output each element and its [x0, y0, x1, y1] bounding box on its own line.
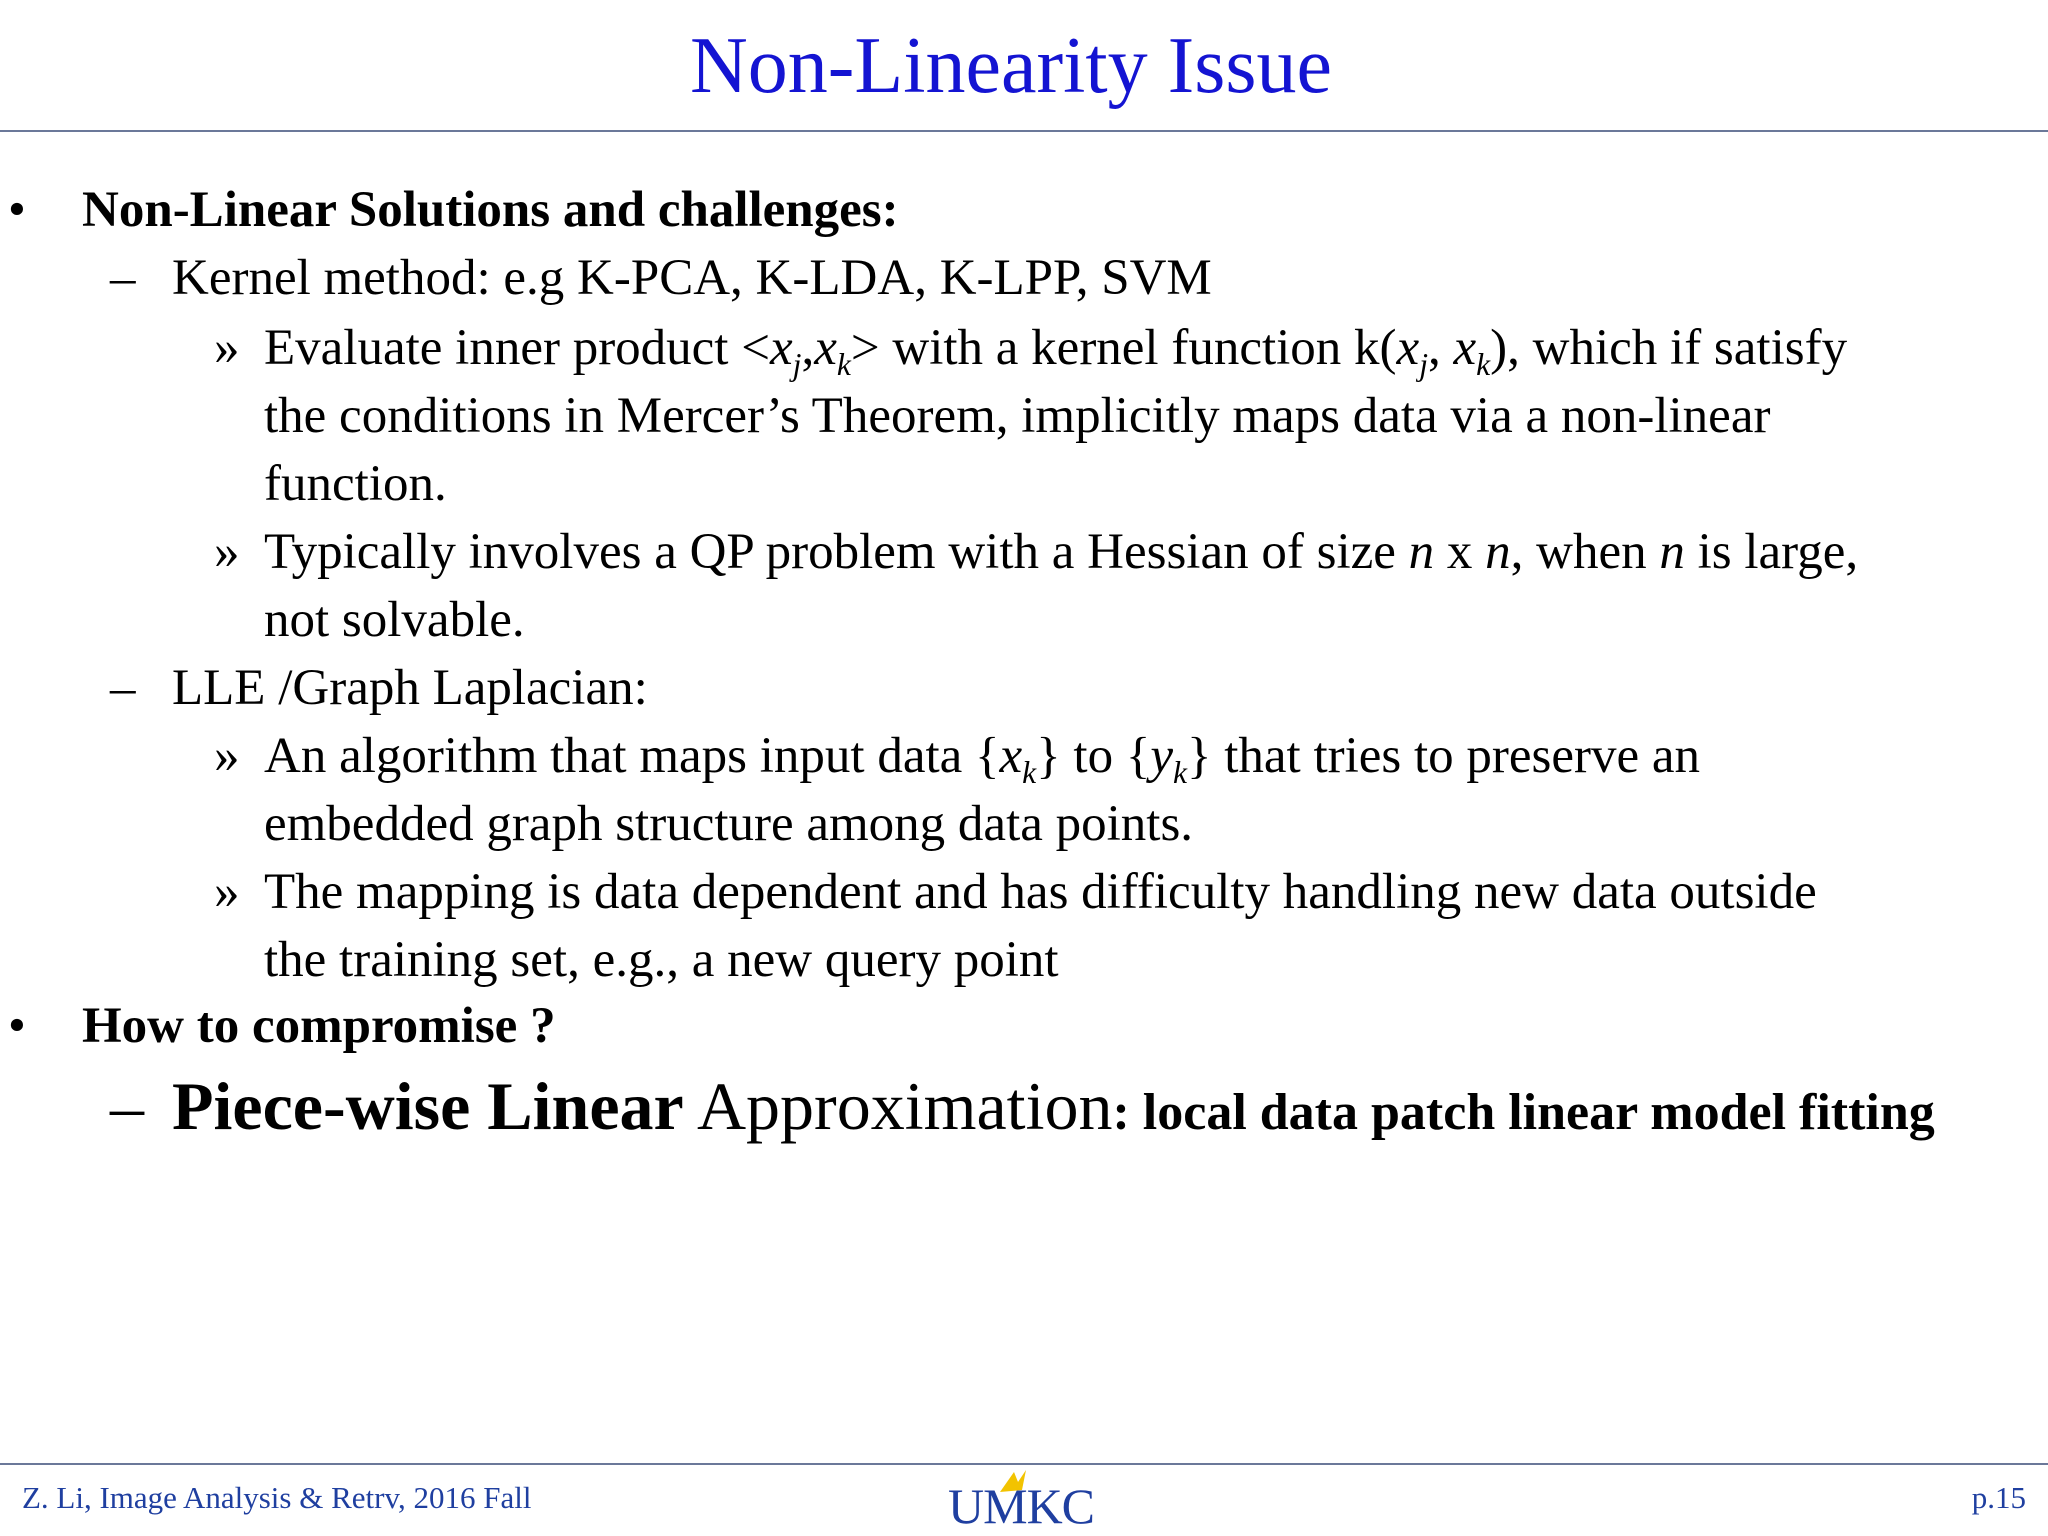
umkc-logo — [948, 1466, 1095, 1534]
bullet-heading: How to compromise ? — [82, 998, 556, 1054]
title-divider — [0, 130, 2048, 132]
mapping-line-1: The mapping is data dependent and has difficulty handling new data outside — [264, 864, 1817, 920]
dash-marker: – — [110, 250, 136, 306]
kernel-point-line-1: Evaluate inner product $<x_j,x_k>$ with a kernel function $k(x_j$, $x_k$), which if satisfy — [264, 320, 1848, 383]
bullet-marker: • — [8, 182, 26, 238]
piecewise-text: Piece-wise Linear Approximation: local data patch linear model fitting — [172, 1068, 1935, 1144]
qp-line-1: Typically involves a QP problem with a Hessian of size n x n, when n is large, — [264, 524, 1859, 580]
kernel-point-line-3: function. — [264, 456, 447, 512]
chevron-marker: » — [214, 728, 240, 784]
slide-title: Non-Linearity Issue — [689, 22, 1333, 110]
sub-bullet-text: LLE /Graph Laplacian: — [172, 660, 648, 716]
dash-marker: – — [110, 1068, 144, 1144]
qp-line-2: not solvable. — [264, 592, 525, 648]
footer-divider — [0, 1463, 2048, 1465]
dash-marker: – — [110, 660, 136, 716]
lle-line-1: An algorithm that maps input data $\{x_k\}$ to $\{y_k\}$ that tries to preserve an — [264, 728, 1701, 791]
chevron-marker: » — [214, 864, 240, 920]
chevron-marker: » — [214, 320, 240, 376]
sub-bullet-text: Kernel method: e.g K-PCA, K-LDA, K-LPP, SVM — [172, 250, 1212, 306]
chevron-marker: » — [214, 524, 240, 580]
logo-wordmark: UMKC — [948, 1478, 1095, 1534]
kernel-point-line-2: the conditions in Mercer’s Theorem, implicitly maps data via a non-linear — [264, 388, 1771, 444]
footer-citation: Z. Li, Image Analysis & Retrv, 2016 Fall — [22, 1480, 532, 1515]
page-number: p.15 — [1971, 1480, 2026, 1515]
lle-line-2: embedded graph structure among data points. — [264, 796, 1194, 852]
bullet-heading: Non-Linear Solutions and challenges: — [82, 182, 899, 238]
mapping-line-2: the training set, e.g., a new query point — [264, 932, 1059, 988]
bullet-marker: • — [8, 998, 26, 1054]
